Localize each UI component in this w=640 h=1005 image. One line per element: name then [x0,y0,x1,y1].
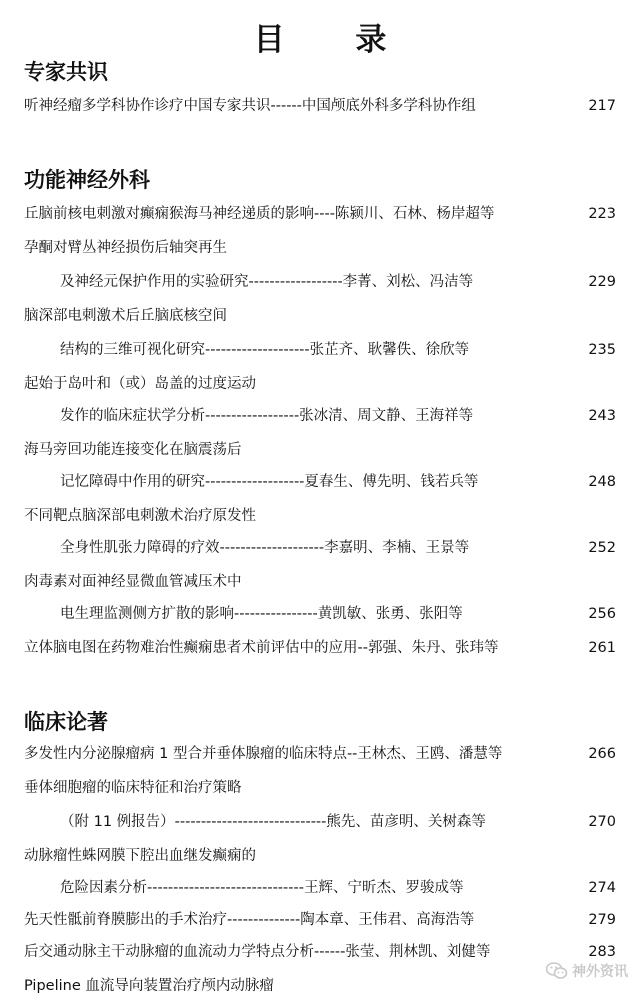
toc-entry[interactable] [24,406,616,426]
toc-entry-title: 多发性内分泌腺瘤病 1 型合并垂体腺瘤的临床特点--王林杰、王鸥、潘慧等 [24,746,503,762]
section-heading-expert-consensus: 专家共识 [24,60,108,84]
toc-entry-page: 223 [588,206,616,222]
toc-entry-title-line2: 发作的临床症状学分析------------------张冰清、周文静、王海祥等 [60,408,474,424]
toc-entry[interactable] [24,638,616,658]
toc-entry[interactable] [24,910,616,930]
toc-entry-page: 279 [588,912,616,928]
toc-entry[interactable] [24,976,616,996]
toc-entry-title: Pipeline 血流导向装置治疗颅内动脉瘤 [24,978,274,994]
toc-entry-page: 274 [588,880,616,896]
toc-entry[interactable] [24,340,616,360]
toc-entry-title: 后交通动脉主干动脉瘤的血流动力学特点分析------张莹、荆林凯、刘健等 [24,944,491,960]
toc-entry-title: 先天性骶前脊膜膨出的手术治疗--------------陶本章、王伟君、高海浩等 [24,912,475,928]
toc-entry-title-line1[interactable]: 起始于岛叶和（或）岛盖的过度运动 [24,376,256,392]
section-heading-clinical-articles: 临床论著 [24,710,108,734]
toc-entry[interactable] [24,878,616,898]
toc-entry-title-line1[interactable]: 脑深部电刺激术后丘脑底核空间 [24,308,227,324]
toc-entry[interactable] [24,538,616,558]
toc-entry-title-line1[interactable]: 肉毒素对面神经显微血管减压术中 [24,574,242,590]
toc-entry[interactable] [24,812,616,832]
toc-entry-title-line1[interactable]: 孕酮对臂丛神经损伤后轴突再生 [24,240,227,256]
wechat-icon [546,962,568,980]
toc-entry-page: 261 [588,640,616,656]
toc-entry-page: 252 [588,540,616,556]
toc-entry-title-line2: 结构的三维可视化研究--------------------张芷齐、耿馨佚、徐欣等 [60,342,470,358]
toc-entry-title: 立体脑电图在药物难治性癫痫患者术前评估中的应用--郭强、朱丹、张玮等 [24,640,499,656]
watermark-text: 神外资讯 [572,964,628,980]
toc-entry-title-line1[interactable]: 动脉瘤性蛛网膜下腔出血继发癫痫的 [24,848,256,864]
page-title: 目 录 [253,22,417,58]
toc-entry-title-line2: 全身性肌张力障碍的疗效--------------------李嘉明、李楠、王景等 [60,540,470,556]
toc-entry-page: 270 [588,814,616,830]
toc-entry-title: 听神经瘤多学科协作诊疗中国专家共识------中国颅底外科多学科协作组 [24,98,476,114]
toc-entry-page: 283 [588,944,616,960]
toc-entry[interactable] [24,96,616,116]
toc-entry[interactable] [24,272,616,292]
toc-entry-title-line2: 记忆障碍中作用的研究-------------------夏春生、傅先明、钱若兵等 [60,474,479,490]
toc-entry-page: 217 [588,98,616,114]
toc-entry-page: 266 [588,746,616,762]
toc-entry-title-line2: （附 11 例报告）-----------------------------熊先、苗彦明、关树森等 [60,814,486,830]
toc-entry-page: 243 [588,408,616,424]
toc-entry-page: 256 [588,606,616,622]
toc-entry-title-line2: 及神经元保护作用的实验研究------------------李菁、刘松、冯洁等 [60,274,474,290]
toc-entry-title-line2: 危险因素分析------------------------------王辉、宁昕杰、罗骏成等 [60,880,464,896]
toc-entry-title-line1[interactable]: 海马旁回功能连接变化在脑震荡后 [24,442,242,458]
toc-entry-page: 248 [588,474,616,490]
toc-entry-page: 229 [588,274,616,290]
toc-entry-page: 235 [588,342,616,358]
toc-entry-title-line1[interactable]: 垂体细胞瘤的临床特征和治疗策略 [24,780,242,796]
toc-entry[interactable] [24,472,616,492]
toc-entry-title-line1[interactable]: 不同靶点脑深部电刺激术治疗原发性 [24,508,256,524]
toc-entry[interactable] [24,204,616,224]
toc-entry-title-line2: 电生理监测侧方扩散的影响----------------黄凯敏、张勇、张阳等 [60,606,463,622]
toc-entry-title: 丘脑前核电刺激对癫痫猴海马神经递质的影响----陈颍川、石林、杨岸超等 [24,206,495,222]
section-heading-functional-neurosurgery: 功能神经外科 [24,168,150,192]
toc-entry[interactable] [24,604,616,624]
watermark [546,961,628,981]
toc-entry[interactable] [24,942,616,962]
toc-entry[interactable] [24,744,616,764]
